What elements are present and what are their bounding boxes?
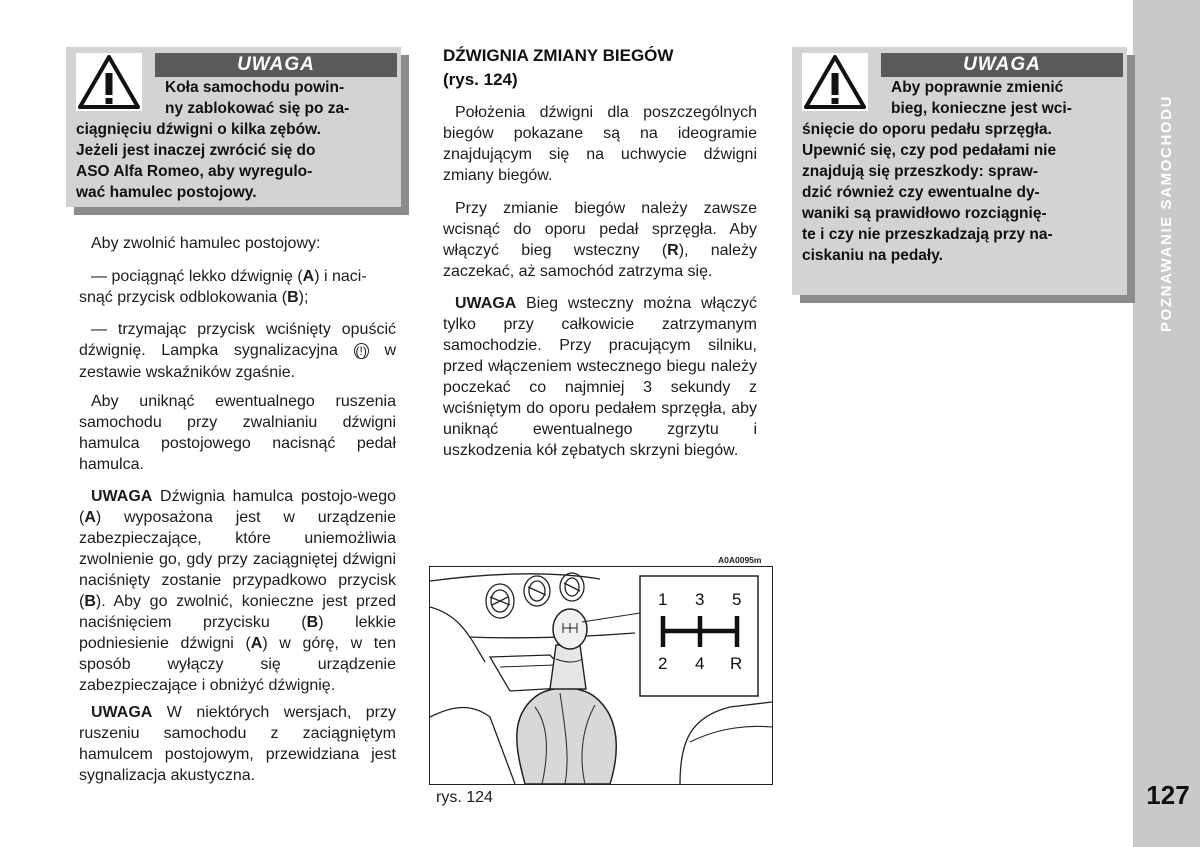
warning-text: Koła samochodu powin- ny zablokować się po za- ciągnięciu dźwigni o kilka zębów. Jeżeli jest inaczej zwrócić się do ASO Alfa Romeo, aby wyregulo- wać hamulec postojowy. [76,79,350,201]
warning-title: UWAGA [155,53,397,77]
section-title: DŹWIGNIA ZMIANY BIEGÓW (rys. 124) [443,46,674,89]
page-number: 127 [1146,780,1190,810]
warning-lamp-icon: (!) [355,344,367,358]
gear-label: 1 [658,590,668,609]
gear-shift-figure [429,566,773,785]
gear-label: 5 [732,590,742,609]
paragraph: — trzymając przycisk wciśnięty opuścić dźwignię. Lampka sygnalizacyjna (!) w zestawie wskaźników zgaśnie. [79,321,396,381]
paragraph: Aby zwolnić hamulec postojowy: [91,235,321,252]
paragraph: UWAGA W niektórych wersjach, przy ruszeniu samochodu z zaciągniętym hamulcem postojowym, przewidziana jest sygnalizacja akustyczna. [79,704,396,784]
gear-label: 4 [695,654,705,673]
gear-label: 3 [695,590,705,609]
warning-title: UWAGA [881,53,1123,77]
paragraph: Położenia dźwigni dla poszczególnych biegów pokazane są na ideogramie znajdującym się na uchwycie dźwigni zmiany biegów. [443,104,757,184]
figure-caption: rys. 124 [436,789,493,806]
warning-box-right [792,47,1127,295]
paragraph: UWAGA Bieg wsteczny można włączyć tylko przy całkowicie zatrzymanym samochodzie. Przy pracującym silniku, przed włączeniem wstecznego biegu należy poczekać co najmniej 3 sekundy z wciśniętym do oporu pedałem sprzęgła, aby uniknąć ewentualnego zgrzytu i uszkodzenia kół zębatych skrzyni biegów. [443,295,757,459]
gear-shift-illustration [430,567,772,784]
gear-label: 2 [658,654,668,673]
gear-label: R [730,654,743,673]
warning-text: Aby poprawnie zmienić bieg, konieczne jest wci- śnięcie do oporu pedału sprzęgła. Upewnić się, czy pod pedałami nie znajdują się przeszkody: spraw- dzić również czy ewentualne dy- waniki są prawidłowo rozciągnię- te i czy nie przeszkadzają przy na- ciskaniu na pedały. [802,79,1072,264]
warning-box-left [66,47,401,207]
paragraph: UWAGA Dźwignia hamulca postojo-wego (A) wyposażona jest w urządzenie zabezpieczające, które uniemożliwia zwolnienie go, gdy przy zaciągniętej dźwigni naciśnięty zostanie przypadkowo przycisk (B). Aby go zwolnić, konieczne jest przed naciśnięciem przycisku (B) lekkie podniesienie dźwigni (A) w górę, w ten sposób wyłączy się urządzenie zabezpieczające i obniżyć dźwignię. [79,488,396,694]
paragraph: — pociągnąć lekko dźwignię (A) i naci- snąć przycisk odblokowania (B); [79,268,367,306]
paragraph: Przy zmianie biegów należy zawsze wcisnąć do oporu pedał sprzęgła. Aby włączyć bieg wsteczny (R), należy zaczekać, aż samochód zatrzyma się. [443,200,757,280]
paragraph: Aby uniknąć ewentualnego ruszenia samochodu przy zwalnianiu dźwigni hamulca postojowego nacisnąć pedał hamulca. [79,393,396,473]
figure-code: A0A0095m [718,555,762,565]
